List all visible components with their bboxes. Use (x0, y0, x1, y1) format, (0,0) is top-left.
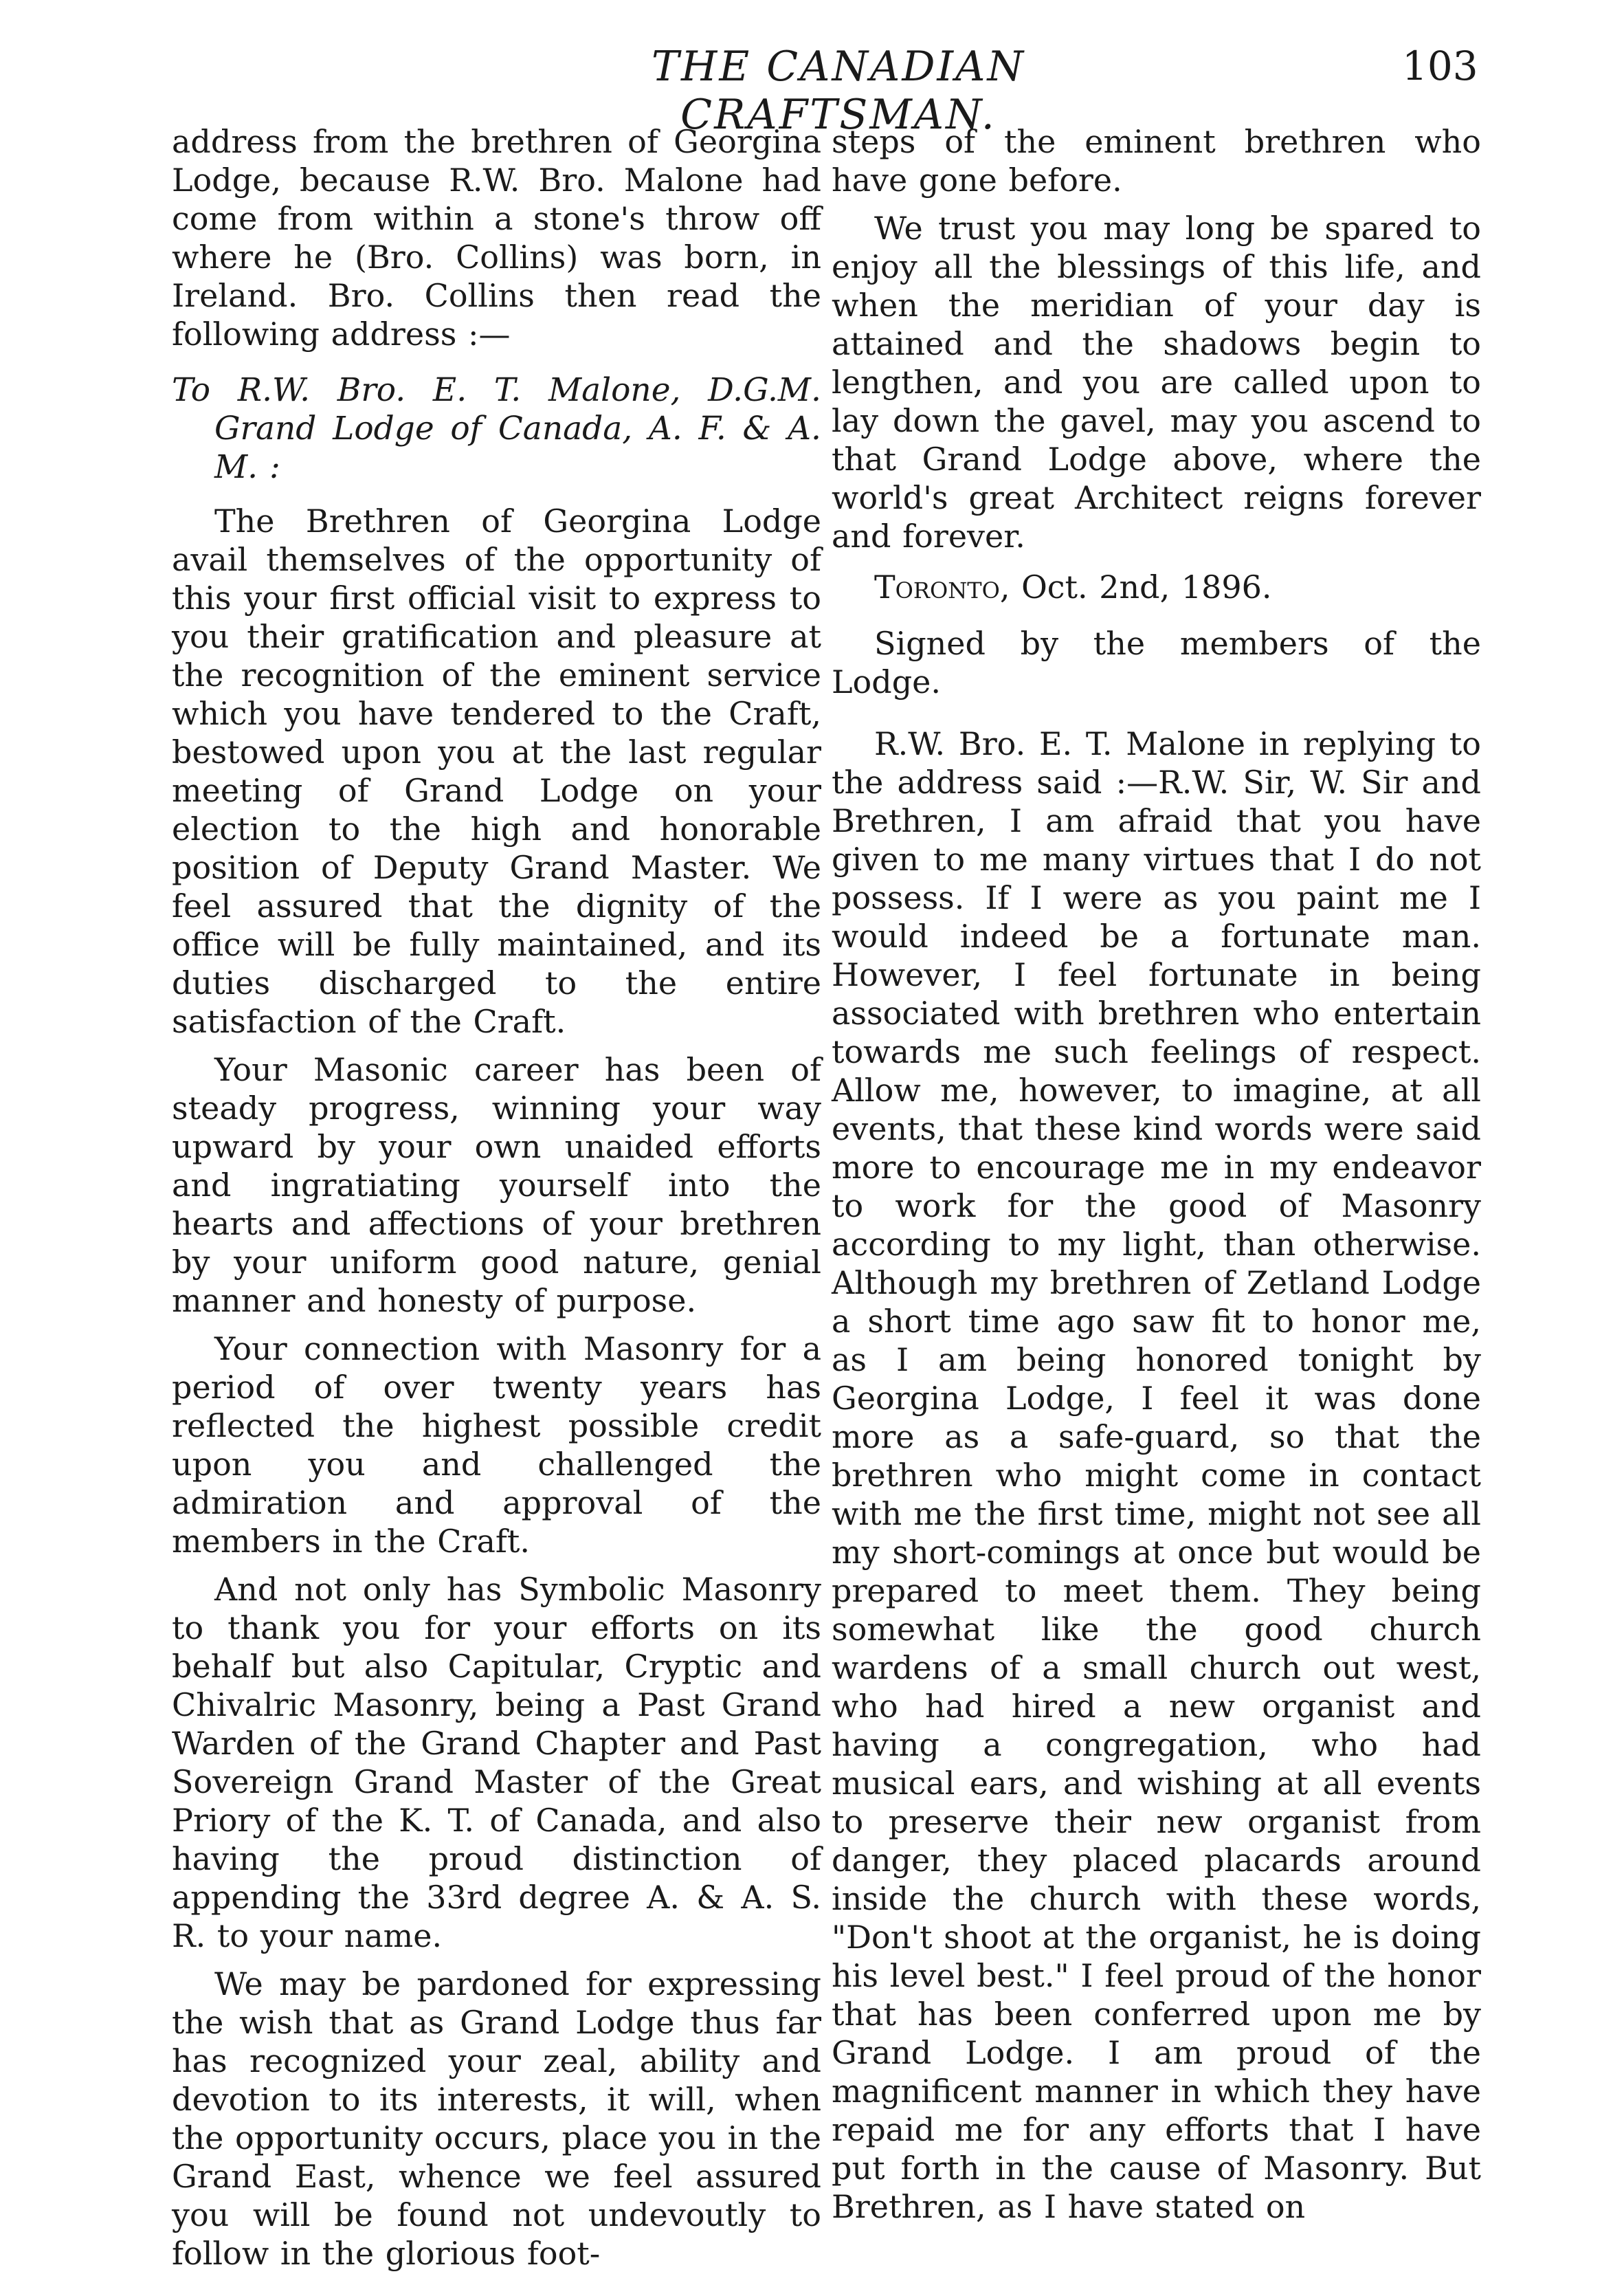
address-salutation: To R.W. Bro. E. T. Malone, D.G.M. Grand Lodge of Canada, A. F. & A. M. : (172, 371, 821, 486)
paragraph-address-3: Your connection with Masonry for a period of over twenty years has reflected the highest possible credit upon you and challenged the admiration and approval of the members in the Craft. (172, 1330, 821, 1560)
signature-line: Signed by the members of the Lodge. (832, 625, 1481, 700)
date-text: , Oct. 2nd, 1896. (999, 569, 1272, 606)
place-name: Toronto (874, 569, 1000, 606)
paragraph-intro: address from the brethren of Georgina Lodge, because R.W. Bro. Malone had come from within a stone's throw off where he (Bro. Collins) was born, in Ireland. Bro. Collins then read the following address :— (172, 123, 821, 353)
place-date-line (832, 568, 1481, 606)
paragraph-address-5: We may be pardoned for expressing the wish that as Grand Lodge thus far has recognized your zeal, ability and devotion to its interests, it will, when the opportunity occurs, place you in the Grand East, whence we feel assured you will be found not undevoutly to follow in the glorious foot- (172, 1965, 821, 2272)
paragraph-continuation: steps of the eminent brethren who have gone before. (832, 123, 1481, 199)
running-header: THE CANADIAN CRAFTSMAN. (652, 43, 1025, 139)
paragraph-reply: R.W. Bro. E. T. Malone in replying to the address said :—R.W. Sir, W. Sir and Brethren, I am afraid that you have given to me many virtues that I do not possess. If I were as you paint me I would indeed be a fortunate man. However, I feel fortunate in being associated with brethren who entertain towards me such feelings of respect. Allow me, however, to imagine, at all events, that these kind words were said more to encourage me in my endeavor to work for the good of Masonry according to my light, than otherwise. Although my brethren of Zetland Lodge a short time ago saw fit to honor me, as I am being honored tonight by Georgina Lodge, I feel it was done more as a safe-guard, so that the brethren who might come in contact with me the first time, might not see all my short-comings at once but would be prepared to meet them. They being somewhat like the good church wardens of a small church out west, who had hired a new organist and having a congregation, who had musical ears, and wishing at all events to preserve their new organist from danger, they placed placards around inside the church with these words, "Don't shoot at the organist, he is doing his level best." I feel proud of the honor that has been conferred upon me by Grand Lodge. I am proud of the magnificent manner in which they have repaid me for any efforts that I have put forth in the cause of Masonry. But Brethren, as I have stated on (832, 725, 1481, 2225)
left-column (172, 122, 821, 2282)
paragraph-address-1: The Brethren of Georgina Lodge avail themselves of the opportunity of this your first official visit to express to you their gratification and pleasure at the recognition of the eminent service which you have tendered to the Craft, bestowed upon you at the last regular meeting of Grand Lodge on your election to the high and honorable position of Deputy Grand Master. We feel assured that the dignity of the office will be fully maintained, and its duties discharged to the entire satisfaction of the Craft. (172, 503, 821, 1040)
paragraph-address-4: And not only has Symbolic Masonry to thank you for your efforts on its behalf but also Capitular, Cryptic and Chivalric Masonry, being a Past Grand Warden of the Grand Chapter and Past Sovereign Grand Master of the Great Priory of the K. T. of Canada, and also having the proud distinction of appending the 33rd degree A. & A. S. R. to your name. (172, 1571, 821, 1954)
right-column (832, 122, 1481, 2236)
paragraph-address-2: Your Masonic career has been of steady progress, winning your way upward by your own unaided efforts and ingratiating yourself into the hearts and affections of your brethren by your uniform good nature, genial manner and honesty of purpose. (172, 1051, 821, 1319)
paragraph-blessing: We trust you may long be spared to enjoy all the blessings of this life, and when the meridian of your day is attained and the shadows begin to lengthen, and you are called upon to lay down the gavel, may you ascend to that Grand Lodge above, where the world's great Architect reigns forever and forever. (832, 210, 1481, 555)
page-number: 103 (1402, 43, 1478, 89)
